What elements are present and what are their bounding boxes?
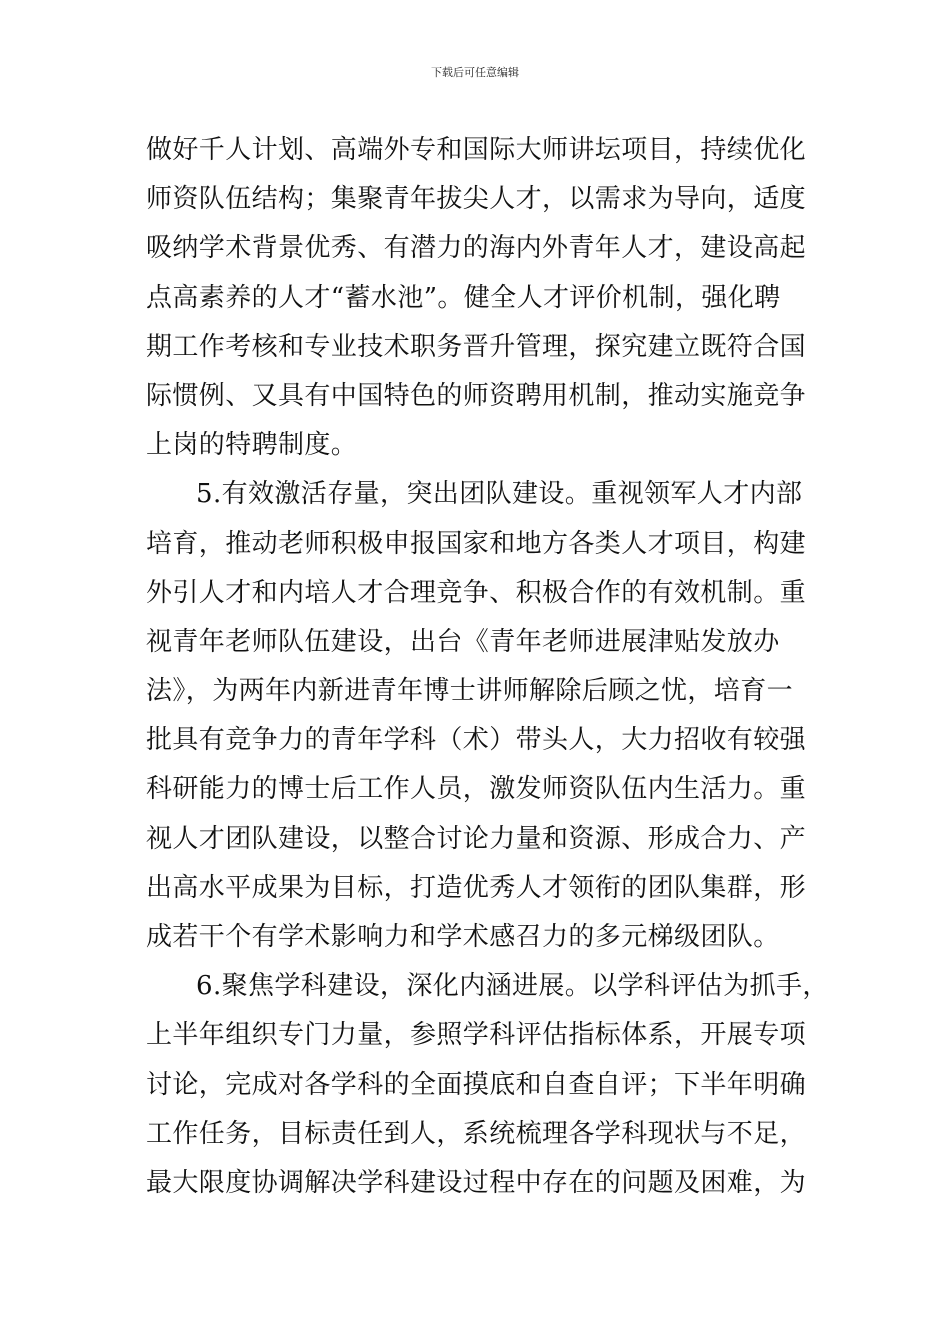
text-line: 成若干个有学术影响力和学术感召力的多元梯级团队。	[146, 922, 780, 952]
text-line: 师资队伍结构；集聚青年拔尖人才，以需求为导向，适度	[146, 184, 807, 215]
text-line: 培育，推动老师积极申报国家和地方各类人才项目，构建	[146, 528, 807, 559]
header-note: 下载后可任意编辑	[431, 66, 519, 79]
text-line: 法》，为两年内新进青年博士讲师解除后顾之忧，培育一	[146, 676, 794, 707]
text-line: 批具有竞争力的青年学科（术）带头人，大力招收有较强	[146, 725, 807, 756]
text-line: 上岗的特聘制度。	[146, 430, 358, 461]
text-line: 际惯例、又具有中国特色的师资聘用机制，推动实施竞争	[146, 380, 807, 411]
paragraph-start-line: 5.有效激活存量，突出团队建设。重视领军人才内部	[196, 479, 803, 510]
text-line: 出高水平成果为目标，打造优秀人才领衔的团队集群，形	[146, 872, 807, 903]
text-line: 视青年老师队伍建设，出台《青年老师进展津贴发放办	[146, 626, 780, 657]
text-line: 科研能力的博士后工作人员，激发师资队伍内生活力。重	[146, 774, 807, 805]
text-line: 工作任务，目标责任到人，系统梳理各学科现状与不足，	[146, 1118, 807, 1149]
paragraph-start-line: 6.聚焦学科建设，深化内涵进展。以学科评估为抓手，	[196, 971, 829, 1002]
text-line: 最大限度协调解决学科建设过程中存在的问题及困难，为	[146, 1167, 807, 1198]
text-line: 做好千人计划、高端外专和国际大师讲坛项目，持续优化	[146, 135, 807, 165]
text-line: 期工作考核和专业技术职务晋升管理，探究建立既符合国	[146, 331, 807, 362]
text-line: 视人才团队建设，以整合讨论力量和资源、形成合力、产	[146, 823, 807, 854]
text-line: 吸纳学术背景优秀、有潜力的海内外青年人才，建设高起	[146, 233, 807, 264]
text-line: 讨论，完成对各学科的全面摸底和自查自评；下半年明确	[146, 1069, 807, 1100]
text-line: 上半年组织专门力量，参照学科评估指标体系，开展专项	[146, 1020, 807, 1051]
text-line: 点高素养的人才“蓄水池”。健全人才评价机制，强化聘	[146, 282, 781, 313]
text-line: 外引人才和内培人才合理竞争、积极合作的有效机制。重	[146, 577, 807, 608]
document-body	[146, 126, 829, 1208]
